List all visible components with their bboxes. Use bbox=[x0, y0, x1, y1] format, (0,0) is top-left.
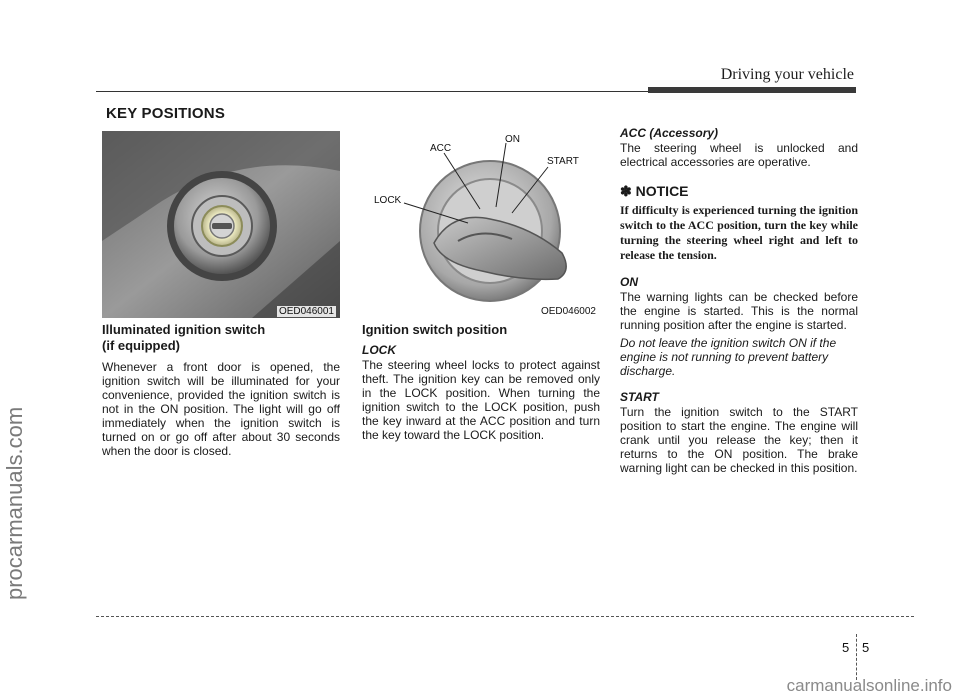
subheading-on: ON bbox=[620, 275, 638, 289]
notice-body: If difficulty is experienced turning the ignition switch to the ACC position, turn the key while turning the steering wheel right and left to release the tension. bbox=[620, 203, 858, 262]
heading-illuminated-switch: Illuminated ignition switch bbox=[102, 322, 266, 337]
column-illuminated-switch bbox=[102, 322, 340, 458]
warning-on: Do not leave the ignition switch ON if the engine is not running to prevent battery discharge. bbox=[620, 336, 837, 378]
subheading-start: START bbox=[620, 390, 659, 404]
column-positions-detail bbox=[620, 126, 858, 475]
ignition-positions-figure bbox=[362, 131, 602, 318]
notice-heading bbox=[620, 183, 858, 200]
column-ignition-position bbox=[362, 322, 600, 442]
paragraph-illuminated-switch: Whenever a front door is opened, the ignition switch will be illuminated for your convenience, provided the ignition switch is not in the ON position. The light will go off immediately when the ignition switch is turned on or go off after about 30 seconds when the door is closed. bbox=[102, 360, 340, 458]
label-acc: ACC bbox=[430, 143, 452, 154]
paragraph-acc: The steering wheel is unlocked and electrical accessories are operative. bbox=[620, 141, 858, 169]
ignition-switch-illustration bbox=[102, 131, 340, 318]
figure-code: OED046001 bbox=[278, 306, 334, 317]
heading-ignition-position: Ignition switch position bbox=[362, 322, 508, 337]
chapter-title: Driving your vehicle bbox=[720, 66, 854, 83]
section-title: KEY POSITIONS bbox=[106, 105, 226, 122]
section-number: 5 bbox=[842, 640, 850, 655]
paragraph-start: Turn the ignition switch to the START position to start the engine. The engine will crank until you release the key; then it returns to the ON position. The brake warning light can be checked in this position. bbox=[620, 405, 858, 475]
page-number: 5 bbox=[862, 640, 870, 655]
paragraph-on: The warning lights can be checked before the engine is started. This is the normal running position after the engine is started. bbox=[620, 290, 858, 332]
header-bar bbox=[648, 87, 856, 93]
label-start: START bbox=[547, 156, 579, 167]
footer-rule bbox=[96, 616, 914, 617]
notice-icon: ✽ bbox=[620, 183, 632, 199]
figure-code: OED046002 bbox=[540, 306, 596, 317]
label-on: ON bbox=[505, 134, 520, 145]
ignition-switch-photo bbox=[102, 131, 340, 318]
watermark-left: procarmanuals.com bbox=[2, 406, 27, 600]
heading-if-equipped: (if equipped) bbox=[102, 338, 180, 353]
ignition-positions-illustration bbox=[362, 131, 602, 318]
paragraph-lock: The steering wheel locks to protect against theft. The ignition key can be removed only in the LOCK position. When turning the ignition switch to the LOCK position, push the key inward at the ACC position and turn the key toward the LOCK position. bbox=[362, 358, 600, 442]
header-rule bbox=[96, 91, 648, 92]
subheading-lock: LOCK bbox=[362, 343, 396, 357]
watermark-bottom: carmanualsonline.info bbox=[786, 676, 952, 695]
page-number-divider bbox=[856, 634, 857, 680]
notice-title: NOTICE bbox=[635, 183, 689, 199]
subheading-acc: ACC (Accessory) bbox=[620, 126, 719, 140]
label-lock: LOCK bbox=[374, 195, 402, 206]
